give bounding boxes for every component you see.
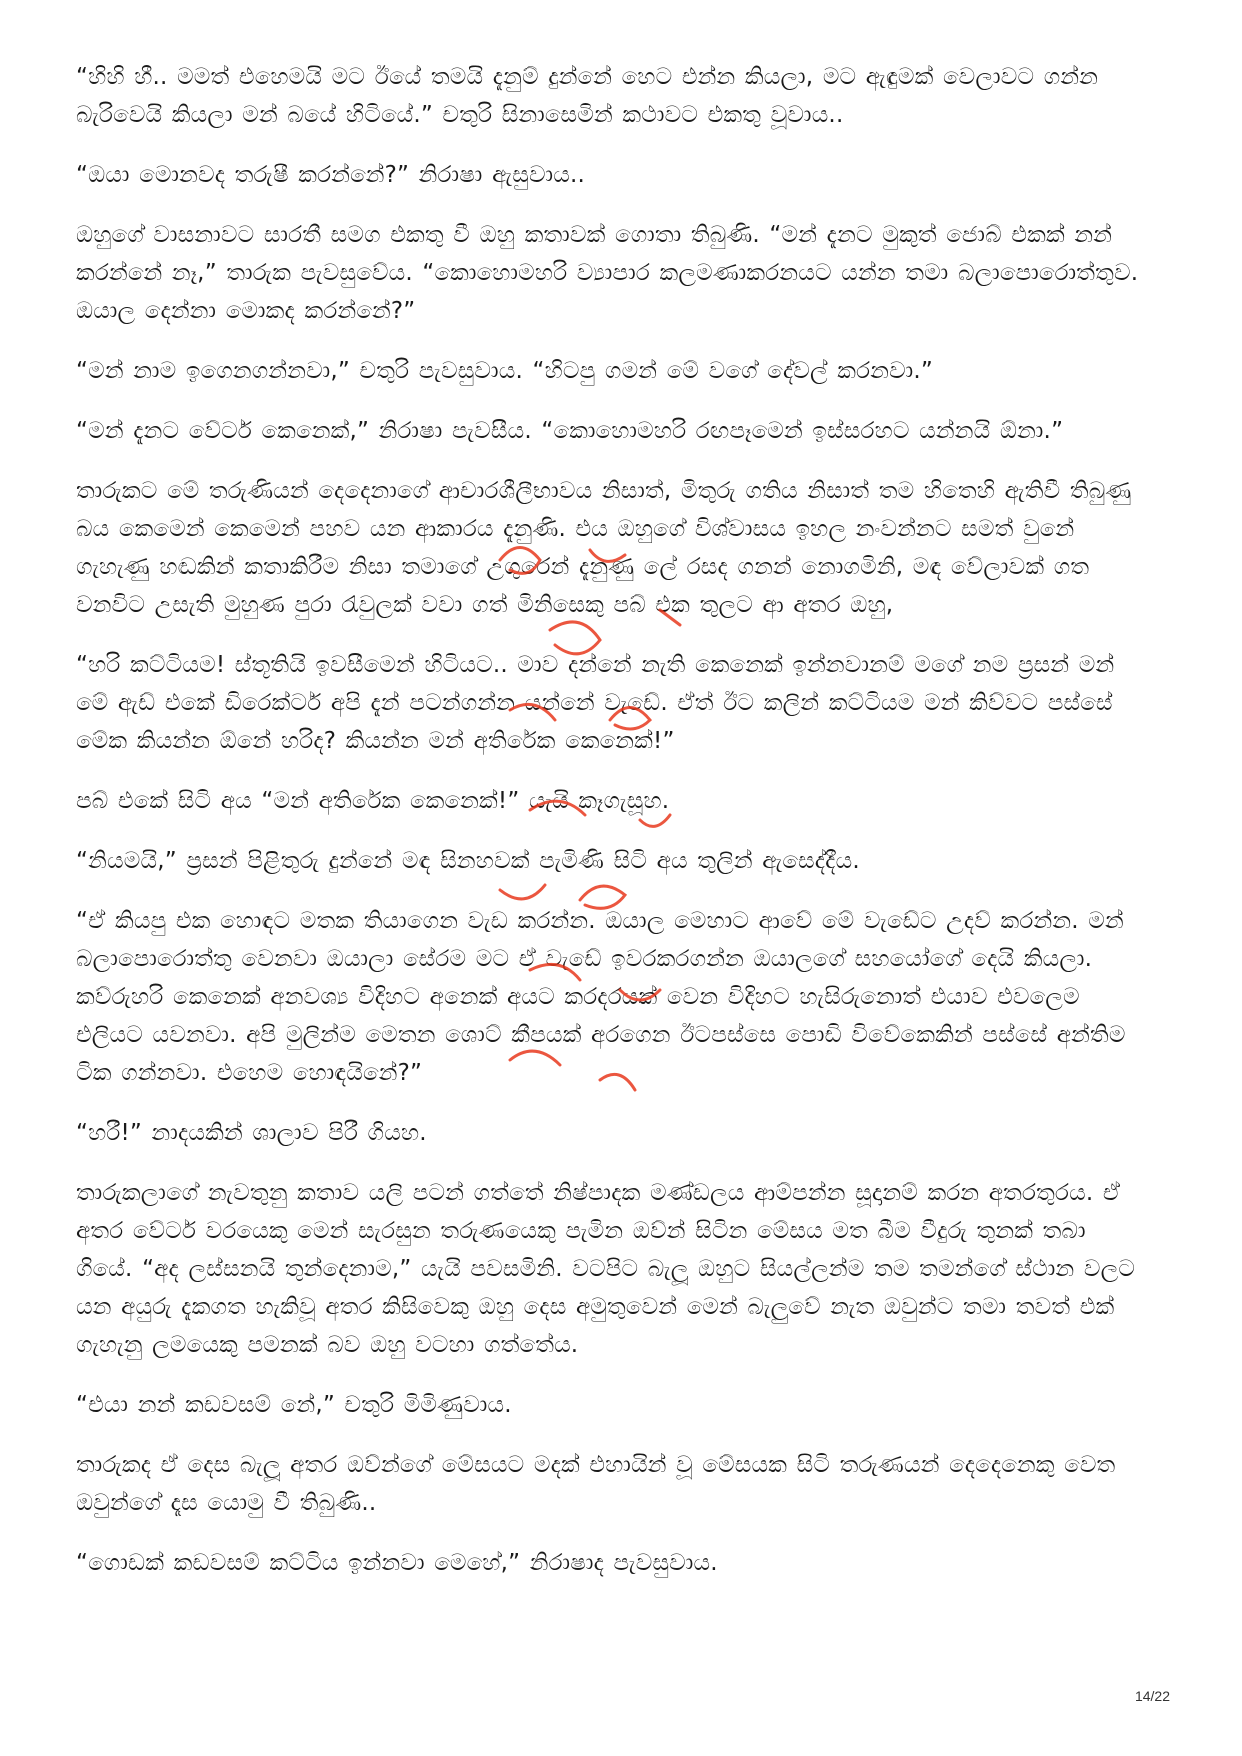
paragraph: “ගොඩක් කඩවසම් කට්ටිය ඉන්නවා මෙහේ,” නිරාෂාද පැවසුවාය.	[76, 1550, 718, 1576]
paragraph: “නියමයි,” ප්‍රසන් පිළිතුරු දුන්නේ මඳ සිනහවක් පැමිණි සිටි අය තුලින් ඇසෙද්දීය.	[76, 848, 860, 874]
paragraph: “මන් නාම ඉගෙනගන්නවා,” චතුරි පැවසුවාය. “හිටපු ගමන් මේ වගේ දේවල් කරනවා.”	[76, 358, 934, 384]
story-text	[76, 58, 1146, 1604]
page-number: 14/22	[1134, 1688, 1170, 1704]
paragraph: පබ් එකේ සිටි අය “මන් අතිරේක කෙනෙක්!” යැයි කෑගැසූහ.	[76, 788, 670, 814]
paragraph: තාරුකද ඒ දෙස බැලූ අතර ඔව්න්ගේ මේසයට මදක් එහායින් වූ මේසයක සිටි තරුණයන් දෙදෙනෙකු වෙත ඔවුන්ගේ දෑස යොමු වී තිබුණි..	[76, 1452, 1116, 1516]
paragraph: “ඒ කියපු එක හොඳට මතක තියාගෙන වැඩ කරන්න. ඔයාල මෙහාට ආවේ මේ වැඩේට උදව් කරන්න. මන් බලාපොරොත්තු වෙනවා ඔයාලා සේරම මට ඒ වැඩේ ඉවරකරගන්න ඔයාලගේ සහයෝගේ දෙයි කියලා. කව්රුහරි කෙනෙක් අනවශ්‍ය විදිහට අනෙක් අයට කරදරයක් වෙන විදිහට හැසිරුනොත් එයාව එවලෙම එලියට යවනවා. අපි මුලින්ම මෙතන ශොට් කීපයක් අරගෙන ඊටපස්සෙ පොඩි විවේකෙකින් පස්සේ අන්තිම ටික ගන්නවා. එහෙම හොඳයිනේ?”	[76, 908, 1126, 1086]
paragraph: “ඔයා මොනවද තරුෂී කරන්නේ?” නිරාෂා ඇසුවාය..	[76, 162, 586, 188]
paragraph: “එයා නන් කඩවසම් නේ,” චතුරි මිමිණුවාය.	[76, 1392, 512, 1418]
paragraph: තාරුකට මේ තරුණියන් දෙදෙනාගේ ආචාරශීලීභාවය නිසාත්, මිතුරු ගතිය නිසාත් තම හිතෙහි ඇතිවී තිබුණු බය කෙමෙන් කෙමෙන් පහව යන ආකාරය දැනුණි. එය ඔහුගේ විශ්වාසය ඉහල නංවන්නට සමත් වුනේ ගැහැණු හඬකින් කතාකිරීම නිසා තමාගේ උගුරෙන් දැනුණු ලේ රසද ගනන් නොගමිනි, මඳ වේලාවක් ගත වනවිට උසැති මුහුණ පුරා රැවුලක් වවා ගත් මිනිසෙකු පබ් එක තුලට ආ අතර ඔහු,	[76, 478, 1132, 618]
paragraph: “මන් දැනට වේටර් කෙනෙක්,” නිරාෂා පැවසීය. “කොහොමහරි රඟපෑමෙන් ඉස්සරහට යන්නයි ඕනා.”	[76, 418, 1064, 444]
paragraph: “හරි කට්ටියම! ස්තූතියි ඉවසීමෙන් හිටියට.. මාව දන්නේ නැති කෙනෙක් ඉන්නවානම් මගේ නම ප්‍රසන් මන් මේ ඇඩ් එකේ ඩිරෙක්ටර් අපි දැන් පටන්ගන්න යන්නේ වැඩේ. ඒත් ඊට කලින් කට්ටියම මන් කිව්වට පස්සේ මේක කියන්න ඕනේ හරිද? කියන්න මන් අතිරේක කෙනෙක්!”	[76, 652, 1115, 754]
paragraph: ඔහුගේ වාසනාවට සාරතී සමග එකතු වී ඔහු කතාවක් ගොතා තිබුණි. “මන් දැනට මුකුත් ජොබ් එකක් නන් කරන්නේ නෑ,” තාරුක පැවසුවේය. “කොහොමහරි ව්‍යාපාර කලමණාකරනයට යන්න තමා බලාපොරොත්තුව. ඔයාල දෙන්නා මොකද කරන්නේ?”	[76, 222, 1139, 324]
paragraph: “හරී!” නාදයකින් ශාලාව පිරී ගියහ.	[76, 1120, 427, 1146]
paragraph: තාරුකලාගේ නැවතුනු කතාව යලි පටන් ගත්තේ නිෂ්පාදක මණ්ඩලය ආම්පන්න සූදානම් කරන අතරතුරය. ඒ අතර වේටර් වරයෙකු මෙන් සැරසුන තරුණයෙකු පැමින ඔව්න් සිටින මේසය මත බීම වීදුරු තුනක් තබා ගියේ. “අද ලස්සනයි තුන්දෙනාම,” යැයි පවසමිනි. වටපිට බැලූ ඔහුට සියල්ලන්ම තම තමන්ගේ ස්ථාන වලට යන අයුරු දැකගත හැකිවූ අතර කිසිවෙකු ඔහු දෙස අමුතුවෙන් මෙන් බැලුවේ නැත ඔවුන්ට තමා තවත් එක් ගැහැනු ලමයෙකු පමනක් බව ඔහු වටහා ගත්තේය.	[76, 1180, 1136, 1358]
paragraph: “හිහි හී.. මමත් එහෙමයි මට ඊයේ තමයි දැනුම් දුන්නේ හෙට එන්න කියලා, මට ඇඳුමක් වෙලාවට ගන්න බැරිවෙයි කියලා මන් බයේ හිටියේ.” චතුරි සිනාසෙමින් කථාවට එකතු වූවාය..	[76, 64, 1099, 128]
